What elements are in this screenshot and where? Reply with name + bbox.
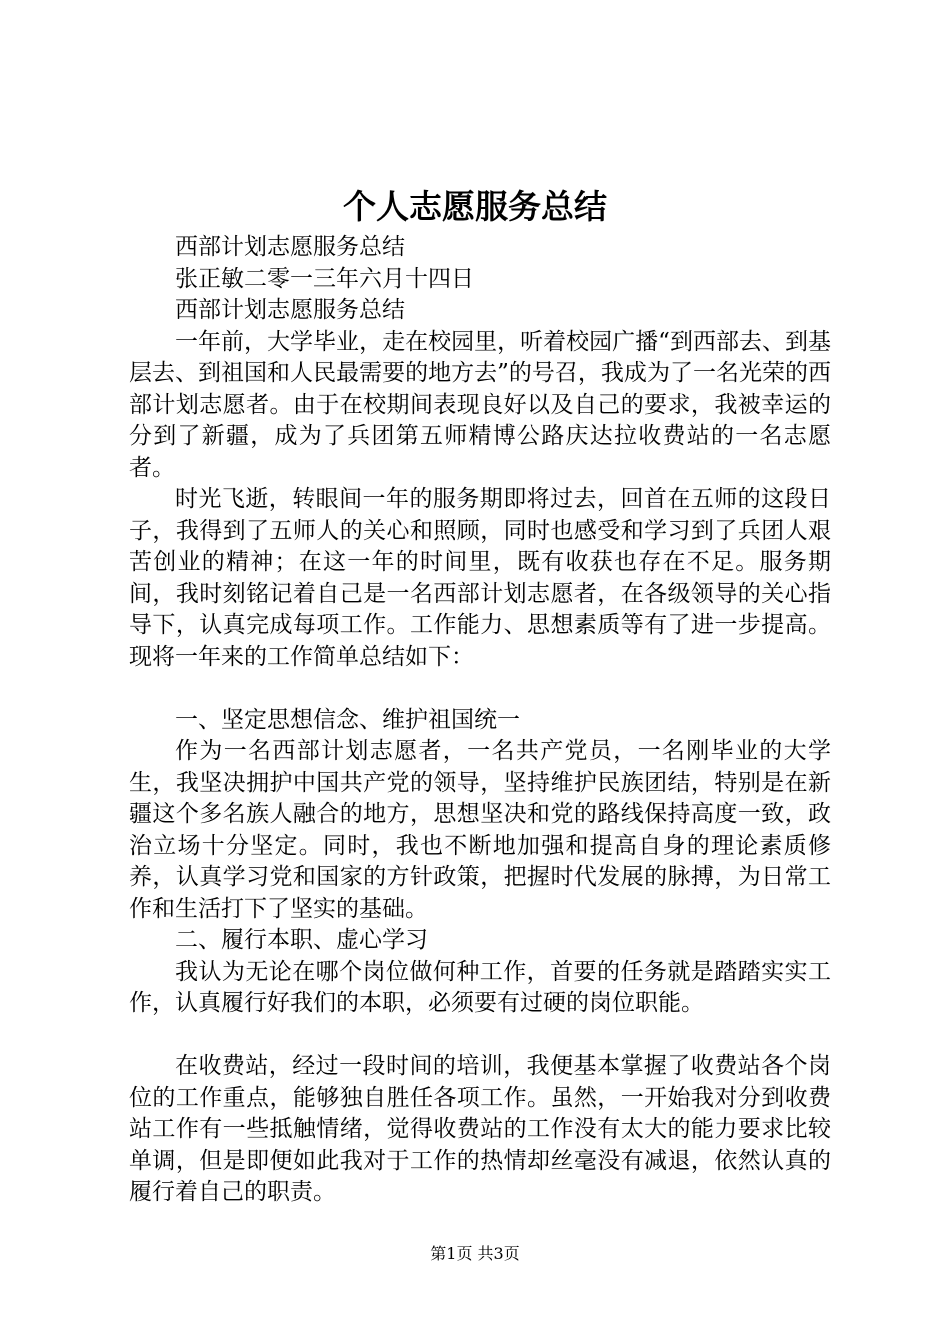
page-number-footer: 第1页 共3页 [430, 1244, 520, 1263]
body-paragraph: 一年前，大学毕业，走在校园里，听着校园广播“到西部去、到基层去、到祖国和人民最需要的地方去”的号召，我成为了一名光荣的西部计划志愿者。由于在校期间表现良好以及自己的要求，我被幸运的分到了新疆，成为了兵团第五师精博公路庆达拉收费站的一名志愿者。 [129, 328, 831, 481]
section-heading: 二、履行本职、虚心学习 [175, 927, 428, 953]
author-date-line: 张正敏二零一三年六月十四日 [175, 265, 474, 292]
body-paragraph: 作为一名西部计划志愿者，一名共产党员，一名刚毕业的大学生，我坚决拥护中国共产党的领导，坚持维护民族团结，特别是在新疆这个多名族人融合的地方，思想坚决和党的路线保持高度一致，政治立场十分坚定。同时，我也不断地加强和提高自身的理论素质修养，认真学习党和国家的方针政策，把握时代发展的脉搏，为日常工作和生活打下了坚实的基础。 [129, 738, 831, 922]
document-body [129, 232, 831, 1209]
paragraph-spacer [129, 1020, 831, 1052]
paragraph-spacer [129, 673, 831, 705]
document-title: 个人志愿服务总结 [343, 187, 607, 226]
subtitle-line: 西部计划志愿服务总结 [175, 297, 405, 323]
body-paragraph: 在收费站，经过一段时间的培训，我便基本掌握了收费站各个岗位的工作重点，能够独自胜任各项工作。虽然，一开始我对分到收费站工作有一些抵触情绪，觉得收费站的工作没有太大的能力要求比较单调，但是即便如此我对于工作的热情却丝毫没有减退，依然认真的履行着自己的职责。 [129, 1053, 831, 1205]
subtitle-line: 西部计划志愿服务总结 [175, 234, 405, 260]
body-paragraph: 我认为无论在哪个岗位做何种工作，首要的任务就是踏踏实实工作，认真履行好我们的本职，必须要有过硬的岗位职能。 [129, 958, 831, 1016]
section-heading: 一、坚定思想信念、维护祖国统一 [175, 706, 520, 733]
body-paragraph: 时光飞逝，转眼间一年的服务期即将过去，回首在五师的这段日子，我得到了五师人的关心和照顾，同时也感受和学习到了兵团人艰苦创业的精神；在这一年的时间里，既有收获也存在不足。服务期间，我时刻铭记着自己是一名西部计划志愿者，在各级领导的关心指导下，认真完成每项工作。工作能力、思想素质等有了进一步提高。现将一年来的工作简单总结如下： [129, 486, 831, 670]
